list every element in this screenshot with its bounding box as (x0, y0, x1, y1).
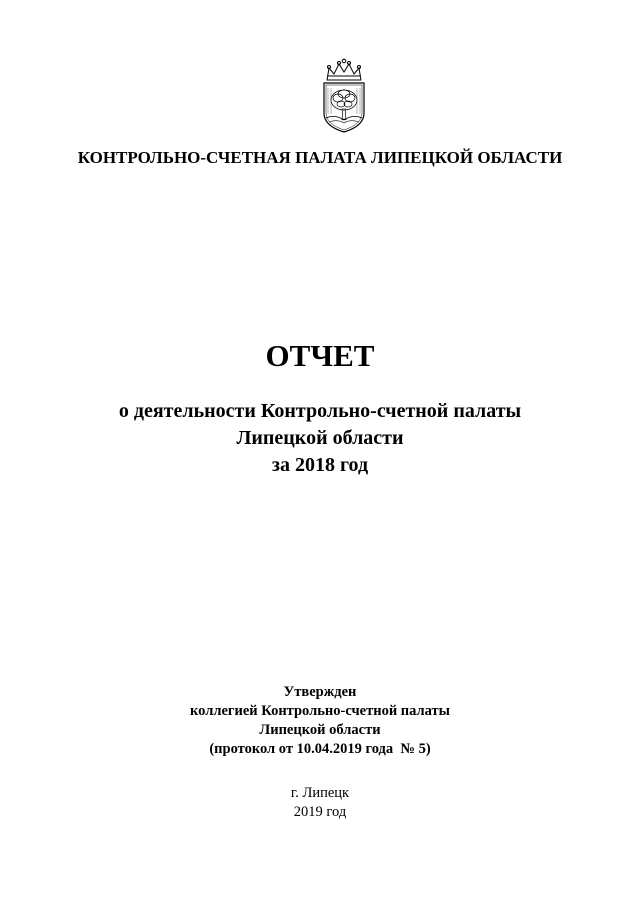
subtitle-line: Липецкой области (236, 427, 404, 449)
coat-of-arms-icon (317, 58, 371, 134)
subtitle-line: за 2018 год (271, 454, 369, 476)
city: г. Липецк (290, 785, 350, 801)
report-title: ОТЧЕТ (265, 338, 375, 373)
approval-line: Липецкой области (259, 722, 381, 738)
approval-line: коллегией Контрольно-счетной палаты (190, 703, 450, 719)
subtitle-line: о деятельности Контрольно-счетной палаты (118, 400, 522, 422)
report-subtitle (0, 398, 640, 479)
organization-name: КОНТРОЛЬНО-СЧЕТНАЯ ПАЛАТА ЛИПЕЦКОЙ ОБЛАСТИ (77, 148, 563, 167)
approval-line: Утвержден (283, 684, 357, 700)
approval-line: (протокол от 10.04.2019 года № 5) (209, 741, 431, 757)
approval-block (0, 683, 640, 759)
place-and-year (0, 784, 640, 822)
year: 2019 год (293, 804, 347, 820)
